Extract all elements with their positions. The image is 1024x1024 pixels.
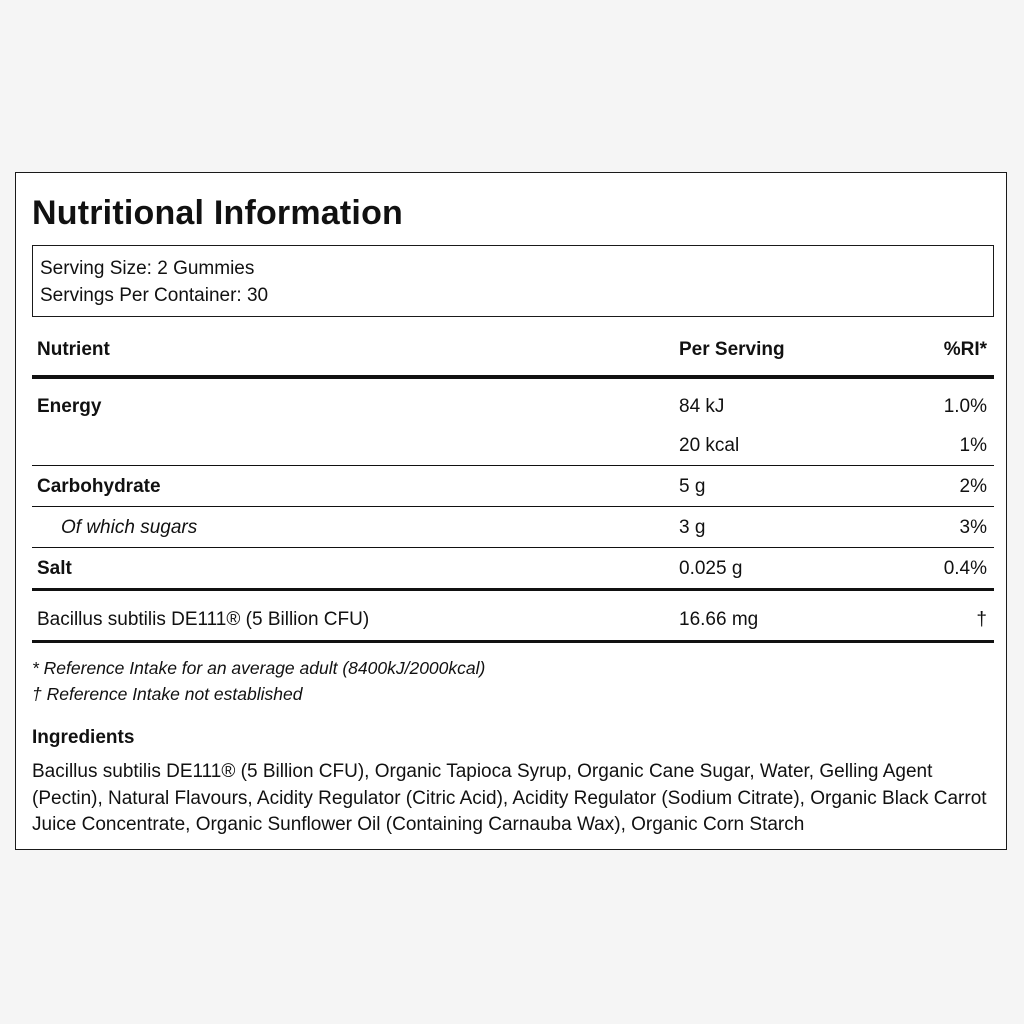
table-row-energy-kj	[32, 379, 994, 417]
row-name: Of which sugars	[61, 517, 198, 538]
row-per-serving: 84 kJ	[679, 396, 725, 417]
nutrition-panel	[15, 172, 1007, 850]
header-nutrient: Nutrient	[37, 339, 110, 360]
table-row-sugars	[32, 507, 994, 548]
table-row-energy-kcal	[32, 417, 994, 466]
table-row-salt	[32, 548, 994, 591]
row-ri: 1.0%	[943, 396, 987, 417]
row-name: Carbohydrate	[37, 476, 161, 497]
table-header-row	[32, 335, 994, 379]
nutrition-table	[32, 335, 994, 643]
table-row-carbohydrate	[32, 466, 994, 507]
ingredients-list: Bacillus subtilis DE111® (5 Billion CFU), Organic Tapioca Syrup, Organic Cane Sugar, Water, Gelling Agent (Pectin), Natural Flavours, Acidity Regulator (Citric Acid), Acidity Regulator (Sodium Citrate), Organic Black Carrot Juice Concentrate, Organic Sunflower Oil (Containing Carnauba Wax), Organic Corn Starch	[32, 761, 987, 835]
serving-size: Serving Size: 2 Gummies	[40, 258, 255, 279]
row-name: Bacillus subtilis DE111® (5 Billion CFU)	[37, 609, 370, 630]
row-ri: †	[976, 609, 987, 630]
row-name: Salt	[37, 558, 72, 579]
header-per-serving: Per Serving	[679, 339, 785, 360]
row-ri: 3%	[959, 517, 987, 538]
footnote-reference-intake: * Reference Intake for an average adult (8400kJ/2000kcal)	[32, 658, 486, 678]
row-per-serving: 5 g	[679, 476, 706, 497]
page-title: Nutritional Information	[32, 194, 404, 232]
row-per-serving: 3 g	[679, 517, 706, 538]
row-ri: 2%	[959, 476, 987, 497]
row-ri: 0.4%	[943, 558, 987, 579]
row-ri: 1%	[959, 435, 987, 456]
table-row-bacillus	[32, 591, 994, 643]
row-name: Energy	[37, 396, 102, 417]
serving-info-box	[32, 245, 994, 317]
row-per-serving: 16.66 mg	[679, 609, 759, 630]
header-ri: %RI*	[943, 339, 987, 360]
footnotes	[32, 655, 485, 707]
row-per-serving: 20 kcal	[679, 435, 740, 456]
ingredients-heading: Ingredients	[32, 727, 135, 748]
row-per-serving: 0.025 g	[679, 558, 743, 579]
servings-per-container: Servings Per Container: 30	[40, 285, 269, 306]
footnote-not-established: † Reference Intake not established	[32, 684, 303, 704]
